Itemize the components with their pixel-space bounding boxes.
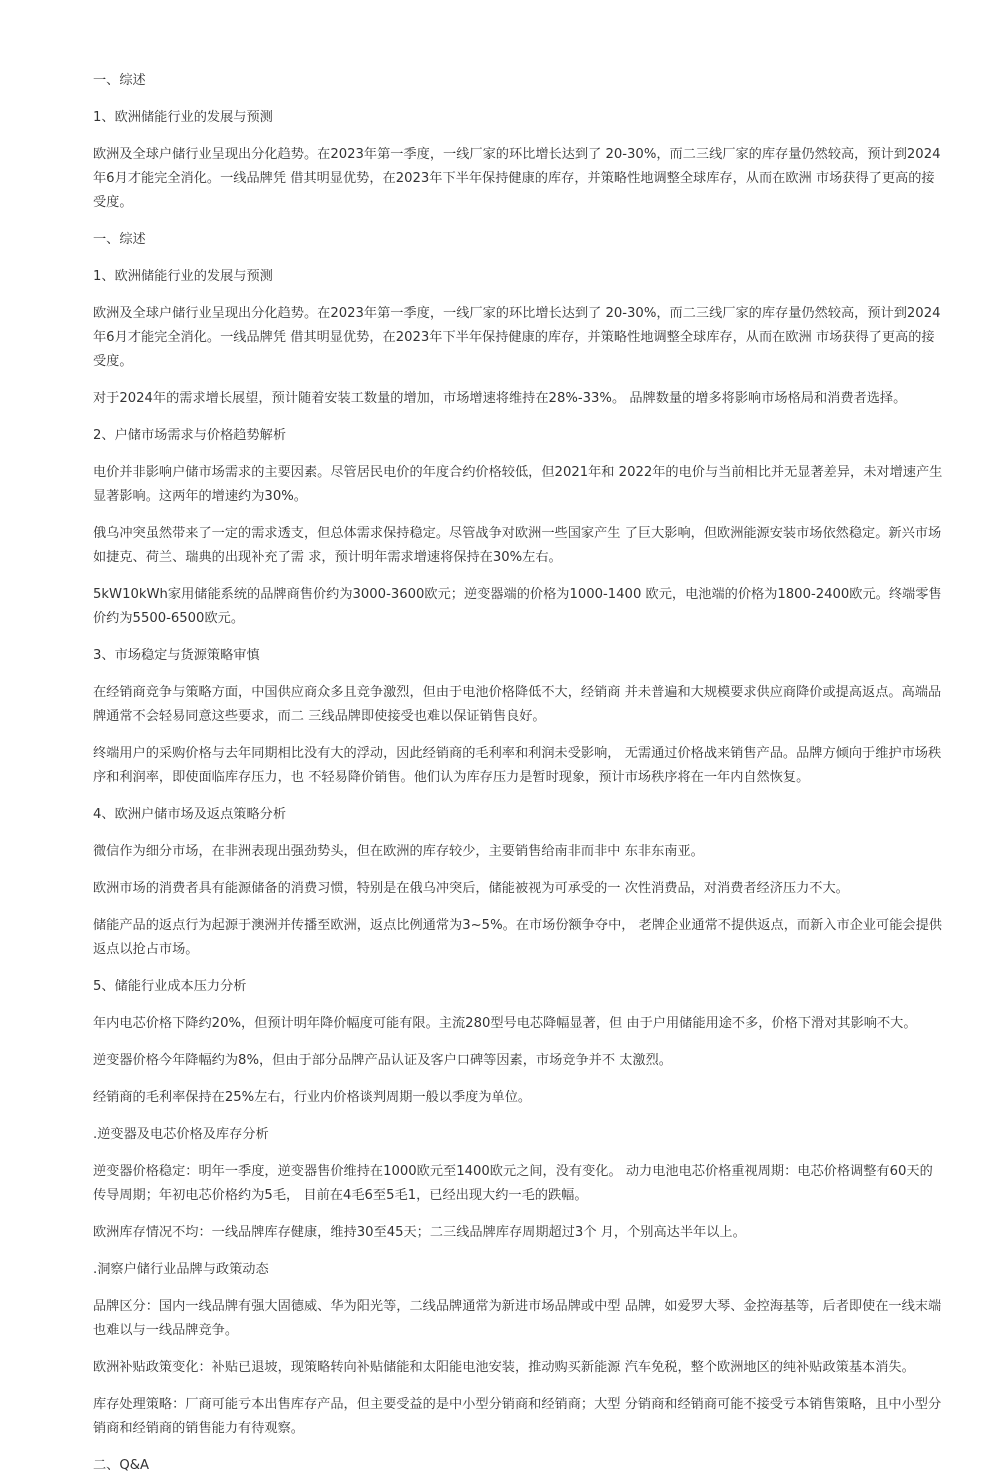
section-heading: 2、户储市场需求与价格趋势解析 (93, 428, 287, 443)
section-heading: .逆变器及电芯价格及库存分析 (93, 1127, 269, 1142)
section-heading: 3、市场稳定与货源策略审慎 (93, 648, 260, 663)
body-paragraph: 库存处理策略：厂商可能亏本出售库存产品，但主要受益的是中小型分销商和经销商；大型 分销商和经销商可能不接受亏本销售策略，且中小型分销商和经销商的销售能力有待观察。 (93, 1397, 942, 1436)
document-body (93, 69, 944, 1478)
body-paragraph: 年内电芯价格下降约20%，但预计明年降价幅度可能有限。主流280型号电芯降幅显著，但 由于户用储能用途不多，价格下滑对其影响不大。 (93, 1016, 917, 1031)
body-paragraph: 俄乌冲突虽然带来了一定的需求透支，但总体需求保持稳定。尽管战争对欧洲一些国家产生 了巨大影响，但欧洲能源安装市场依然稳定。新兴市场如捷克、荷兰、瑞典的出现补充了需 求，预计明年需求增速将保持在30%左右。 (93, 526, 942, 565)
body-paragraph: 欧洲补贴政策变化：补贴已退坡，现策略转向补贴储能和太阳能电池安装，推动购买新能源 汽车免税，整个欧洲地区的纯补贴政策基本消失。 (93, 1360, 915, 1375)
body-paragraph: 微信作为细分市场，在非洲表现出强劲势头，但在欧洲的库存较少，主要销售给南非而非中 东非东南亚。 (93, 844, 704, 859)
section-heading: .洞察户储行业品牌与政策动态 (93, 1262, 269, 1277)
section-heading: 1、欧洲储能行业的发展与预测 (93, 110, 273, 125)
section-heading: 5、储能行业成本压力分析 (93, 979, 247, 994)
body-paragraph: 欧洲及全球户储行业呈现出分化趋势。在2023年第一季度，一线厂家的环比增长达到了 20-30%，而二三线厂家的库存量仍然较高，预计到2024年6月才能完全消化。一线品牌凭 借其明显优势，在2023年下半年保持健康的库存，并策略性地调整全球库存，从而在欧洲 市场获得了更高的接受度。 (93, 306, 941, 369)
section-heading: 一、综述 (93, 232, 146, 247)
body-paragraph: 欧洲库存情况不均：一线品牌库存健康，维持30至45天；二三线品牌库存周期超过3个 月，个别高达半年以上。 (93, 1225, 746, 1240)
body-paragraph: 欧洲市场的消费者具有能源储备的消费习惯，特别是在俄乌冲突后，储能被视为可承受的一 次性消费品，对消费者经济压力不大。 (93, 881, 849, 896)
body-paragraph: 经销商的毛利率保持在25%左右，行业内价格谈判周期一般以季度为单位。 (93, 1090, 532, 1105)
section-heading: 一、综述 (93, 73, 146, 88)
body-paragraph: 逆变器价格稳定：明年一季度，逆变器售价维持在1000欧元至1400欧元之间，没有变化。 动力电池电芯价格重视周期：电芯价格调整有60天的传导周期；年初电芯价格约为5毛， 目前在4毛6至5毛1，已经出现大约一毛的跌幅。 (93, 1164, 933, 1203)
section-heading: 二、Q&A (93, 1458, 150, 1473)
section-heading: 4、欧洲户储市场及返点策略分析 (93, 807, 287, 822)
section-heading: 1、欧洲储能行业的发展与预测 (93, 269, 273, 284)
body-paragraph: 欧洲及全球户储行业呈现出分化趋势。在2023年第一季度，一线厂家的环比增长达到了 20-30%，而二三线厂家的库存量仍然较高，预计到2024年6月才能完全消化。一线品牌凭 借其明显优势，在2023年下半年保持健康的库存，并策略性地调整全球库存，从而在欧洲 市场获得了更高的接受度。 (93, 147, 941, 210)
body-paragraph: 品牌区分：国内一线品牌有强大固德威、华为阳光等，二线品牌通常为新进市场品牌或中型 品牌，如爱罗大琴、金控海基等，后者即使在一线末端也难以与一线品牌竞争。 (93, 1299, 942, 1338)
body-paragraph: 对于2024年的需求增长展望，预计随着安装工数量的增加，市场增速将维持在28%-33%。 品牌数量的增多将影响市场格局和消费者选择。 (93, 391, 907, 406)
body-paragraph: 在经销商竞争与策略方面，中国供应商众多且竞争激烈，但由于电池价格降低不大，经销商 并未普遍和大规模要求供应商降价或提高返点。高端品牌通常不会轻易同意这些要求，而二 三线品牌即使接受也难以保证销售良好。 (93, 685, 942, 724)
body-paragraph: 电价并非影响户储市场需求的主要因素。尽管居民电价的年度合约价格较低，但2021年和 2022年的电价与当前相比并无显著差异，未对增速产生显著影响。这两年的增速约为30%。 (93, 465, 943, 504)
body-paragraph: 逆变器价格今年降幅约为8%，但由于部分品牌产品认证及客户口碑等因素，市场竞争并不 太激烈。 (93, 1053, 672, 1068)
body-paragraph: 5kW10kWh家用储能系统的品牌商售价约为3000-3600欧元；逆变器端的价格为1000-1400 欧元，电池端的价格为1800-2400欧元。终端零售价约为5500-6500欧元。 (93, 587, 942, 626)
body-paragraph: 储能产品的返点行为起源于澳洲并传播至欧洲，返点比例通常为3~5%。在市场份额争夺中， 老牌企业通常不提供返点，而新入市企业可能会提供返点以抢占市场。 (93, 918, 942, 957)
body-paragraph: 终端用户的采购价格与去年同期相比没有大的浮动，因此经销商的毛利率和利润未受影响， 无需通过价格战来销售产品。品牌方倾向于维护市场秩序和利润率，即使面临库存压力，也 不轻易降价销售。他们认为库存压力是暂时现象，预计市场秩序将在一年内自然恢复。 (93, 746, 942, 785)
